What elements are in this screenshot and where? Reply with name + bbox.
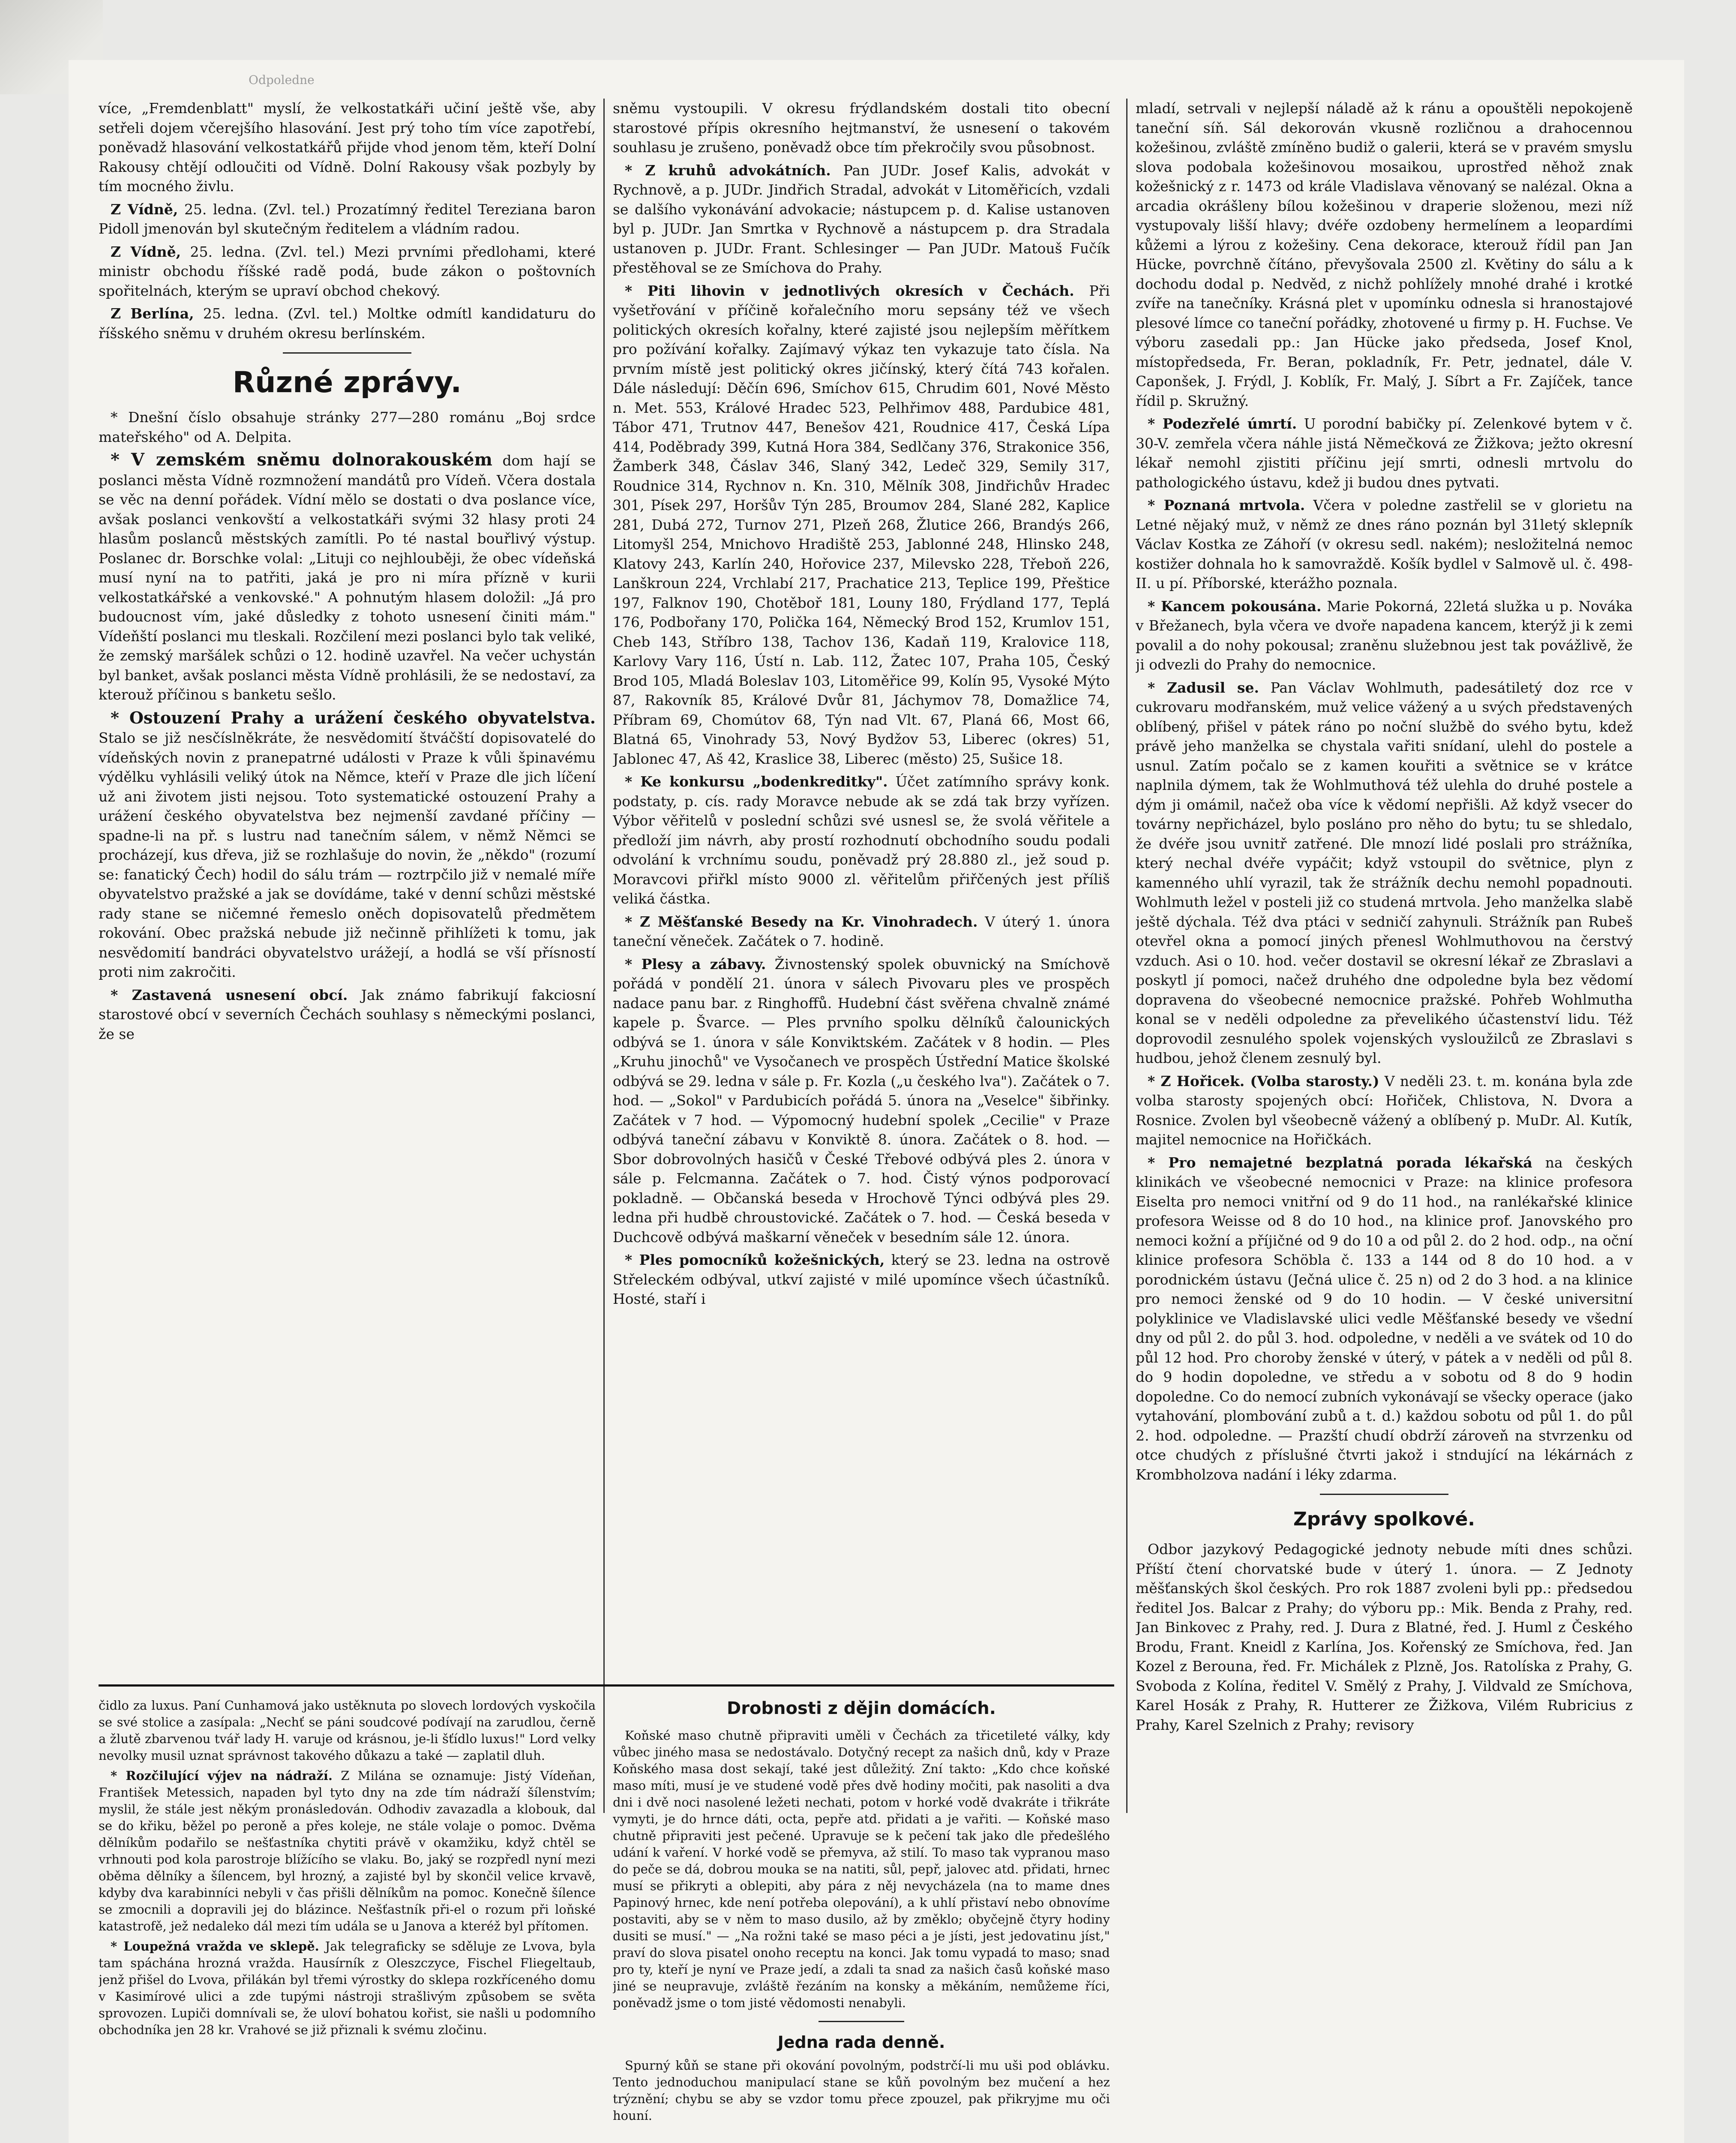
article-lead: * Zastavená usnesení obcí. (111, 986, 348, 1003)
section-divider (819, 2021, 904, 2022)
article-lead: * Loupežná vražda ve sklepě. (111, 1939, 319, 1954)
article-paragraph (1136, 414, 1633, 492)
paragraph-text: 25. ledna. (Zvl. tel.) Mezi prvními předlohami, které ministr obchodu říšské radě podá, bude zákon o poštovních spořitelnách, kterým se upraví obchod chekový. (99, 243, 596, 299)
article-paragraph (613, 954, 1110, 1247)
paragraph-text: Spurný kůň se stane při okování povolným, podstrčí-li mu uši pod oblávku. Tento jednoduchou manipulací stane se kůň povolným bez mučení a hez trýznění; chybu se aby se vzdor tomu přece zpouzel, pak přikryjme mu oči houní. (613, 2058, 1110, 2123)
paragraph-text: Pan Václav Wohlmuth, padesátiletý doz rce v cukrovaru modřanském, muž velice vážený a u svých představených oblíbený, přišel v pátek ráno po noční službě do svého bytu, kdež právě jeho manželka se chystala vařiti snídaní, ulehl do postele a usnul. Zatím počalo se z kamen kouřiti a světnice se v krátce naplnila dýmem, tak že Wohlmuthová též ulehla do druhé postele a dým ji omámil, načež oba více k vědomí nepřišli. Až když vsecer do továrny nepřicházel, bylo posláno pro něho do bytu; tu se shledalo, že dvéře jsou uvnitř zatřené. Dle mnozí lidé poslali pro strážníka, který nechal dvéře vypáčit; když vstoupil do světnice, plyn z kamenného uhlí vyrazil, tak že strážník dechu nemohl popadnouti. Wohlmuth ležel v posteli již co studená mrtvola. Jeho manželka slabě ještě dýchala. Též dva ptáci v sedničí zahynuli. Strážník pan Rubeš otevřel okna a pomocí jiných přenesl Wohlmuthovou na čerstvý vzduch. Asi o 10. hod. večer dostavil se okresní lékař ze Zbraslavi a poskytl jí pomoci, načež druhého dne odpoledne byla bez vědomí dopravena do všeobecné nemocnice pražské. Pohřeb Wohlmutha konal se v neděli odpoledne za převelikého účastenství lidu. Též doprovodil zesnulého spolek vojenských vysloužilců ze Zbraslavi s hudbou, jehož členem zesnulý byl. (1136, 679, 1633, 1066)
paragraph-text: U porodní babičky pí. Zelenkové bytem v č. 30-V. zemřela včera náhle jistá Němečková ze Žižkova; ježto okresní lékař nemohl zjistiti příčinu její smrti, odnesli mrtvolu do pathologického ústavu, kdež ji budou dnes pytvati. (1136, 415, 1633, 491)
paragraph-text: Živnostenský spolek obuvnický na Smíchově pořádá v pondělí 21. února v sálech Pivovaru ples ve prospěch nadace panu bar. z Ringhoffů. Hudební část svěřena chvalně známé kapele p. Švarce. — Ples prvního spolku dělníků čalounických odbývá se 1. února v sále Konviktském. Začátek v 8 hodin. — Ples „Kruhu jinochů" ve Vysočanech ve prospěch Ústřední Matice školské odbývá se 29. ledna v sále p. Fr. Kozla („u českého lva"). Začátek o 7. hod. — „Sokol" v Pardubicích pořádá 5. února na „Veselce" šibřinky. Začátek v 7 hod. — Výpomocný hudební spolek „Cecilie" v Praze odbývá taneční zábavu v Konviktě 8. února. Začátek o 8. hod. — Sbor dobrovolných hasičů v České Třebové odbývá ples 2. února v sále p. Felcmanna. Začátek o 7. hod. Čistý výnos podporovací pokladně. — Občanská beseda v Hrochově Týnci odbývá ples 29. ledna při hudbě chroustovické. Začátek o 7. hod. — Česká beseda v Duchcově odbývá maškarní věneček v besedním sále 12. února. (613, 955, 1110, 1246)
article-paragraph (1136, 99, 1633, 411)
article-paragraph (99, 1938, 596, 2038)
paragraph-text: * Dnešní číslo obsahuje stránky 277—280 románu „Boj srdce mateřského" od A. Delpita. (99, 409, 596, 445)
article-paragraph (99, 408, 596, 447)
article-paragraph (613, 1727, 1110, 2011)
paragraph-text: sněmu vystoupili. V okresu frýdlandském dostali tito obecní starostové přípis okresního hejtmanství, že usnesení o takovém souhlasu je zrušeno, poněvadž obce tím překročily svou působnost. (613, 100, 1110, 156)
paragraph-text: Pan JUDr. Josef Kalis, advokát v Rychnově, a p. JUDr. Jindřich Stradal, advokát v Litoměřicích, vzdali se dalšího vykonávání advokacie; nástupcem p. d. Kalise ustanoven byl p. JUDr. Jan Smrtka v Rychnově a nástupcem p. dra Stradala ustanoven p. JUDr. Frant. Schlesinger — Pan JUDr. Matouš Fučík přestěhoval se ze Smíchova do Prahy. (613, 162, 1110, 276)
article-paragraph (613, 1250, 1110, 1309)
header-bleedthrough (99, 73, 1641, 99)
paragraph-text: který se 23. ledna na ostrově Střeleckém odbýval, utkví zajisté v milé upomínce všech účastníků. Hosté, staří i (613, 1252, 1110, 1307)
paragraph-text: mladí, setrvali v nejlepší náladě až k ránu a opouštěli nepokojeně taneční síň. Sál dekorován vkusně rozličnou a drahocennou kožešinou, zvláště zmíněno budiž o galerii, která se v pravém smyslu slova podobala kožešinovou mosaikou, uprostřed něhož znak kožešnický z r. 1473 od krále Vladislava věnovaný se nalézal. Okna a arcadia okrášleny bílou kožešinou v draperie složenou, mezi níž vystupovaly lišší hlavy; dvéře ozdobeny hermelínem a leopardími kůžemi a lýrou z kožešiny. Cena dekorace, kterouž řídil pan Jan Hücke, povrchně čítáno, převyšovala 2500 zl. Květiny do sálu a k dochodu dodal p. Nedvěd, z nichž pohlížely mnohé drahé i krotké zvíře na tanečníky. Krásná plet v upomínku odnesla si hranostajové plesové límce co taneční pořádky, zhotovené u firmy p. H. Fuchse. Ve výboru zasedali pp.: Jan Hücke jako předseda, Josef Knol, místopředseda, Fr. Beran, pokladník, Fr. Petr, jednatel, dále V. Caponšek, J. Frýdl, J. Koblík, Fr. Malý, J. Síbrt a Fr. Zajíček, tance řídil p. Skružný. (1136, 100, 1633, 409)
article-paragraph (1136, 1072, 1633, 1150)
paragraph-text: Odbor jazykový Pedagogické jednoty nebude míti dnes schůzi. Příští čtení chorvatské bude v úterý 1. února. — Z Jednoty měšťanských škol českých. Pro rok 1887 zvoleni byli pp.: předsedou ředitel Jos. Balcar z Prahy; do výboru pp.: Mik. Benda z Prahy, red. Jan Binkovec z Prahy, red. J. Dura z Blatné, řed. J. Huml z Českého Brodu, Frant. Kneidl z Karlína, Jos. Kořenský ze Smíchova, řed. Jan Kozel z Berouna, řed. Fr. Michálek z Plzně, Jos. Ratolíska z Prahy, G. Svoboda z Kolína, ředitel V. Smělý z Prahy, J. Vildvald ze Smíchova, Karel Hosák z Prahy, R. Hutterer ze Žižkova, Vilém Rubricius z Prahy, Karel Szelnich z Prahy; revisory (1136, 1541, 1633, 1733)
article-lead: * Ke konkursu „bodenkreditky". (625, 773, 888, 790)
article-lead: * Poznaná mrtvola. (1148, 497, 1305, 513)
lower-column-1 (99, 1697, 596, 2143)
section-title: Různé zprávy. (232, 366, 462, 399)
article-paragraph (99, 708, 596, 982)
paragraph-text: 25. ledna. (Zvl. tel.) Prozatímný ředitel Tereziana baron Pidoll jmenován byl skutečným ředitelem a vládním radou. (99, 201, 596, 237)
article-paragraph (99, 242, 596, 301)
article-lead: * V zemském sněmu dolnorakouském (111, 450, 492, 470)
column-rule-2 (1126, 99, 1127, 1813)
article-paragraph (1136, 1153, 1633, 1485)
section-title: Jedna rada denně. (777, 2033, 945, 2052)
paragraph-text: více, „Fremdenblatt" myslí, že velkostatkáři učiní ještě vše, aby setřeli dojem včerejšího hlasování. Jest prý toho tím více zapotřebí, poněvadž hlasování velkostatkářů přijde vhod jenom těm, kteří Dolní Rakousy chtějí odloučiti od Vídně. Dolní Rakousy však pozbyly by tím mocného živlu. (99, 100, 596, 195)
dateline: Z Vídně, (111, 201, 178, 218)
lower-column-2 (613, 1697, 1110, 2143)
article-paragraph (1136, 1540, 1633, 1735)
header-fragment: Odpoledne (249, 73, 315, 87)
paragraph-text: Při vyšetřování v příčině kořalečního moru sepsány též ve všech politických okresích kořalny, které zajisté jsou nejlepším měřítkem pro požívání kořalky. Zajímavý výkaz ten vykazuje tato čísla. Na prvním místě jest politický okres jičínský, který čítá 743 kořalen. Dále následují: Děčín 696, Smíchov 615, Chrudim 601, Nové Město n. Met. 553, Králové Hradec 523, Pelhřimov 488, Pardubice 481, Tábor 471, Trutnov 447, Benešov 421, Roudnice 417, Česká Lípa 414, Poděbrady 399, Kutná Hora 384, Sedlčany 376, Strakonice 356, Žamberk 348, Čáslav 346, Slaný 342, Ledeč 329, Semily 317, Roudnice 314, Rychnov n. Kn. 310, Mělník 308, Jindřichův Hradec 301, Písek 297, Horšův Týn 285, Broumov 284, Slané 282, Kaplice 281, Dubá 272, Turnov 271, Plzeň 268, Žlutice 266, Brandýs 266, Litomyšl 254, Mnichovo Hradiště 253, Jablonné 248, Hlinsko 248, Klatovy 243, Karlín 240, Hořovice 237, Milevsko 228, Třeboň 226, Lanškroun 224, Vrchlabí 217, Prachatice 213, Teplice 199, Přeštice 197, Falknov 190, Chotěboř 181, Louny 180, Frýdland 177, Teplá 176, Podbořany 170, Polička 164, Německý Brod 152, Krumlov 151, Cheb 143, Stříbro 138, Tachov 136, Kadaň 119, Kralovice 118, Karlovy Vary 116, Ústí n. Lab. 112, Žatec 107, Praha 105, Český Brod 105, Mladá Boleslav 103, Litoměřice 99, Kolín 95, Vysoké Mýto 87, Rakovník 85, Králové Dvůr 81, Jáchymov 78, Domažlice 74, Příbram 69, Chomútov 68, Týn nad Vlt. 67, Planá 66, Most 66, Blatná 65, Vinohrady 53, Nový Bydžov 53, Liberec (okres) 51, Jablonec 47, Aš 42, Kraslice 38, Liberec (město) 25, Sušice 18. (613, 282, 1110, 767)
column-rule-1 (603, 99, 605, 1813)
article-paragraph (99, 99, 596, 196)
article-lead: * Kancem pokousána. (1148, 597, 1322, 615)
article-lead: * Pro nemajetné bezplatná porada lékařská (1148, 1154, 1532, 1171)
article-lead: * Plesy a zábavy. (625, 955, 766, 972)
dateline: Z Berlína, (111, 305, 194, 322)
section-divider (1320, 1494, 1448, 1495)
paragraph-text: Z Milána se oznamuje: Jistý Vídeňan, František Metessich, napaden byl tyto dny na zde tím nádraží šílenstvím; myslil, že stále jest někým pronásledován. Odhodiv zavazadla a klobouk, dal se do křiku, běžel po peroně a přes koleje, ne stále volaje o pomoc. Dvěma dělníkům podařilo se nešťastníka chytiti právě v okamžiku, když chtěl se vrhnouti pod kola parostroje blížícího se vlaku. Bo, jaký se rozpředl nyní mezi oběma dělníky a šílencem, byl hrozný, a zajisté byl by skončil velice krvavě, kdyby dva karabinníci nebyli v čas přišli dělníkům na pomoc. Konečně šílence se zmocnili a dopravili jej do blázince. Nešťastník při-el o rozum při loňské katastrofě, jež nedaleko dál mezi tím udála se u Janova a kteréž byl přítomen. (99, 1768, 596, 1933)
article-paragraph (613, 2057, 1110, 2124)
paragraph-text: Marie Pokorná, 22letá služka u p. Nováka v Břežanech, byla včera ve dvoře napadena kancem, kterýž ji k zemi povalil a do nohy pokousal; zraněnu služebnou jest tak povážlivě, že ji odvezli do Prahy do nemocnice. (1136, 597, 1633, 673)
article-paragraph (99, 304, 596, 343)
article-lead: * Rozčilující výjev na nádraží. (111, 1768, 333, 1783)
article-paragraph (1136, 678, 1633, 1068)
lower-section (99, 1697, 1118, 2143)
paragraph-text: 25. ledna. (Zvl. tel.) Moltke odmítl kandidaturu do říšského sněmu v druhém okresu berlínském. (99, 305, 596, 342)
paragraph-text: V neděli 23. t. m. konána byla zde volba starosty spojených obcí: Hořiček, Chlistova, N. Dvora a Rosnice. Zvolen byl všeobecně vážený a oblíbený p. MuDr. Al. Kutík, majitel nemocnice na Hořičkách. (1136, 1072, 1633, 1148)
article-paragraph (613, 772, 1110, 909)
article-lead: * Z Měšťanské Besedy na Kr. Vinohradech. (625, 913, 978, 930)
section-title: Zprávy spolkové. (1293, 1508, 1475, 1530)
paragraph-text: na českých klinikách ve všeobecné nemocnici v Praze: na klinice profesora Eiselta pro nemoci vnitřní od 9 do 11 hod., na ranlékařské klinice profesora Weisse od 8 do 10 hod., na klinice prof. Janovského pro nemoci kožní a příjičné od 9 do 10 a od půl 2. do 2 hod. odp., na oční klinice profesora Schöbla č. 133 a 144 od 8 do 10 hod. a v porodnickém ústavu (Ječná ulice č. 25 n) od 2 do 3 hod. a na klinice pro nemoci ženské od 9 do 10 hodin. — V české universitní polyklinice ve Vladislavské ulici vedle Měšťanské besedy ve všední dny od půl 2. do půl 3. hod. odpoledne, v neděli a ve svátek od 10 do půl 12 hod. Pro choroby ženské v úterý, v pátek a v neděli od půl 8. do 9 hodin dopoledne, ve středu a v sobotu od 8 do 9 hodin dopoledne. Co do nemocí zubních vykonávají se všecky operace (jako vytahování, plombování zubů a t. d.) každou sobotu od půl 1. do půl 2. hod. odpoledne. — Prazští chudí obdrží zároveň na stvrzenku od otce chudých z příslušné čtvrti jakož i stndující na lékárnách z Krombholzova nadání i léky zdarma. (1136, 1154, 1633, 1483)
article-lead: * Ples pomocníků kožešnických, (625, 1252, 885, 1268)
article-lead: * Z Hořicek. (Volba starosty.) (1148, 1072, 1379, 1090)
paragraph-text: Včera v poledne zastřelil se v glorietu na Letné nějaký muž, v němž ze dnes ráno poznán byl 31letý sklepník Václav Kostka ze Záhoří (v okresu sedl. nakém); nesložitelná nemoc kostižer dohnala ho k samovraždě. Košík bydlel v Salmově ul. č. 498-II. u pí. Příborské, kterážho poznala. (1136, 497, 1633, 591)
article-lead: * Piti lihovin v jednotlivých okresích v Čechách. (625, 282, 1074, 299)
article-lead: * Z kruhů advokátních. (625, 162, 831, 179)
article-paragraph (613, 161, 1110, 278)
section-divider (283, 352, 411, 354)
column-3 (1136, 99, 1633, 2143)
article-paragraph (613, 99, 1110, 157)
article-paragraph (99, 1697, 596, 1764)
paragraph-text: Jak známo fabrikují fakciosní starostové obcí v severních Čechách souhlasy s německými poslanci, že se (99, 986, 596, 1042)
article-paragraph (99, 450, 596, 705)
paragraph-text: dom hají se poslanci města Vídně rozmnožení mandátů pro Vídeň. Včera dostala se věc na denní pořádek. Vídní mělo se dostati o dva poslance více, avšak poslanci venkovští a velkostatkáři svými 32 hlasy proti 24 hlasům poslanců městských zamítli. Po té nastal bouřlivý výstup. Poslanec dr. Borschke volal: „Lituji co nejhlouběji, že obec vídeňská musí nyní na to patřiti, jaká je pro ni míra přízně v kurii velkostatkářské a venkovské." A pohnutým hlasem doložil: „Já pro budoucnost vím, jaké důsledky z tohoto usnesení činiti mám." Vídeňští poslanci mu tleskali. Rozčilení mezi poslanci bylo tak veliké, že zemský maršálek schůzi o 12. hodině uzavřel. Na večer uchystán byl banket, avšak poslanci města Vídně prohlásili, že se nedostaví, za kterouž příčinou s banketu sešlo. (99, 452, 596, 703)
paragraph-text: Účet zatímního správy konk. podstaty, p. cís. rady Moravce nebude ak se zdá tak brzy vyřízen. Výbor věřitelů v poslední schůzi své usnesl se, že svolá věřitele a předloží jim návrh, aby prostí rozhodnutí obchodního soudu podali odvolání k vrchnímu soudu, poněvadž prý 28.880 zl., jež soud p. Moravcovi přiřkl místo 9000 zl. věřitelům přiřčených jest příliš veliká částka. (613, 773, 1110, 907)
article-paragraph (99, 1768, 596, 1935)
paragraph-text: Koňské maso chutně připraviti uměli v Čechách za třicetileté války, kdy vůbec jiného masa se nedostávalo. Dotyčný recept za našich dnů, kdy v Praze Koňského masa dost sekají, také jest důležitý. Zní takto: „Kdo chce koňské maso míti, musí je ve studené vodě přes dvě hodiny močiti, pak nasoliti a dva dni i dvě noci nasolené ležeti nechati, potom v horké vodě dvakráte i třikráte vymyti, je do hrnce dáti, octa, pepře atd. přidati a je vařiti. — Koňské maso chutně připraviti jest pečené. Upravuje se k pečení tak jako dle předešlého udání k vaření. V horké vodě se přemyva, až stilí. To maso tak vypranou maso do peče se dá, dobrou mouka se na natiti, sůl, pepř, jalovec atd. přidati, hrnec musí se přikryti a oblepiti, aby pára z něj nevycházela (na to mame dnes Papinový hrnec, kde není potřeba olepování), a k uhlí přistaví nebo obnovíme postaviti, aby se v něm to maso dusilo, až by změklo; obyčejně čtyry hodiny dusiti se musí." — „Na rožni také se maso péci a je jísti, jest jedovatinu jíst," praví do slova pisatel onoho receptu na konci. Jak tomu vypadá to maso; snad pro ty, kteří je nyní ve Praze jedí, a zdali ta snad za našich časů koňské maso jiné se neupravuje, zvláště řezáním na konsky a měkáním, nemůžeme říci, poněvadž jsme o tom jisté vědomosti nenabyli. (613, 1728, 1110, 2010)
article-paragraph (99, 200, 596, 239)
article-lead: * Zadusil se. (1148, 679, 1259, 696)
article-paragraph (613, 912, 1110, 951)
paragraph-text: Jak telegraficky se sděluje ze Lvova, byla tam spáchána hrozná vražda. Hausírník z Oleszczyce, Fischel Fliegeltaub, jenž přišel do Lvova, přilákán byl třemi výrostky do sklepa rozkříceného domu v Kasimírové ulici a zde tupými nástroji strašlivým způsobem se světa sprovozen. Lupiči domnívali se, že uloví bohatou kořist, sie našli u podomního obchodníka jen 28 kr. Vrahové se již přiznali k svému zločinu. (99, 1939, 596, 2037)
article-paragraph (1136, 597, 1633, 675)
dateline: Z Vídně, (111, 243, 181, 260)
feuilleton-rule (99, 1684, 1114, 1687)
article-paragraph (613, 281, 1110, 769)
paragraph-text: čidlo za luxus. Paní Cunhamová jako ustěknuta po slovech lordových vyskočila se své stolice a zasípala: „Nechť se páni soudcové podívají na zarudlou, černě a žlutě zbarvenou tvář lady H. varuje od krásnou, je-li šťídlo luxus!" Lord velky nevolky musil uznat správnost takového důkazu a také — zaplatil dluh. (99, 1698, 596, 1763)
paragraph-text: Stalo se již nesčíslněkráte, že nesvědomití štváčští dopisovatelé do vídeňských novin z pranepatrné události v Praze k vůli špinavému výdělku vyhlásili veliký útok na Němce, kteří v Praze dle jich líčení už ani životem jisti nejsou. Toto systematické ostouzení Prahy a urážení českého obyvatelstva bez nejmenší zavdané příčiny — spadne-li na př. s lustru nad tanečním sálem, v němž Němci se procházejí, kus dřeva, již se rozhlašuje do novin, že „někdo" (rozumí se: fanatický Čech) hodil do sálu trám — roztrpčilo již v nemalé míře obyvatelstvo pražské a jak se dovídáme, také v denní schůzi městské rady stane se ničemné řemeslo oněch dopisovatelů předmětem rokování. Obec pražská nebude již nečinně přihlížeti k tomu, jak nesvědomití bandráci obyvatelstvo urážejí, a hodlá se vší přísností proti nim zakročiti. (99, 729, 596, 980)
article-lead: * Podezřelé úmrtí. (1148, 415, 1297, 432)
article-paragraph (99, 985, 596, 1044)
article-lead: * Ostouzení Prahy a urážení českého obyvatelstva. (111, 708, 596, 727)
section-title: Drobnosti z dějin domácích. (727, 1699, 996, 1718)
paragraph-text: V úterý 1. února taneční věneček. Začátek o 7. hodině. (613, 913, 1110, 949)
article-paragraph (1136, 495, 1633, 593)
